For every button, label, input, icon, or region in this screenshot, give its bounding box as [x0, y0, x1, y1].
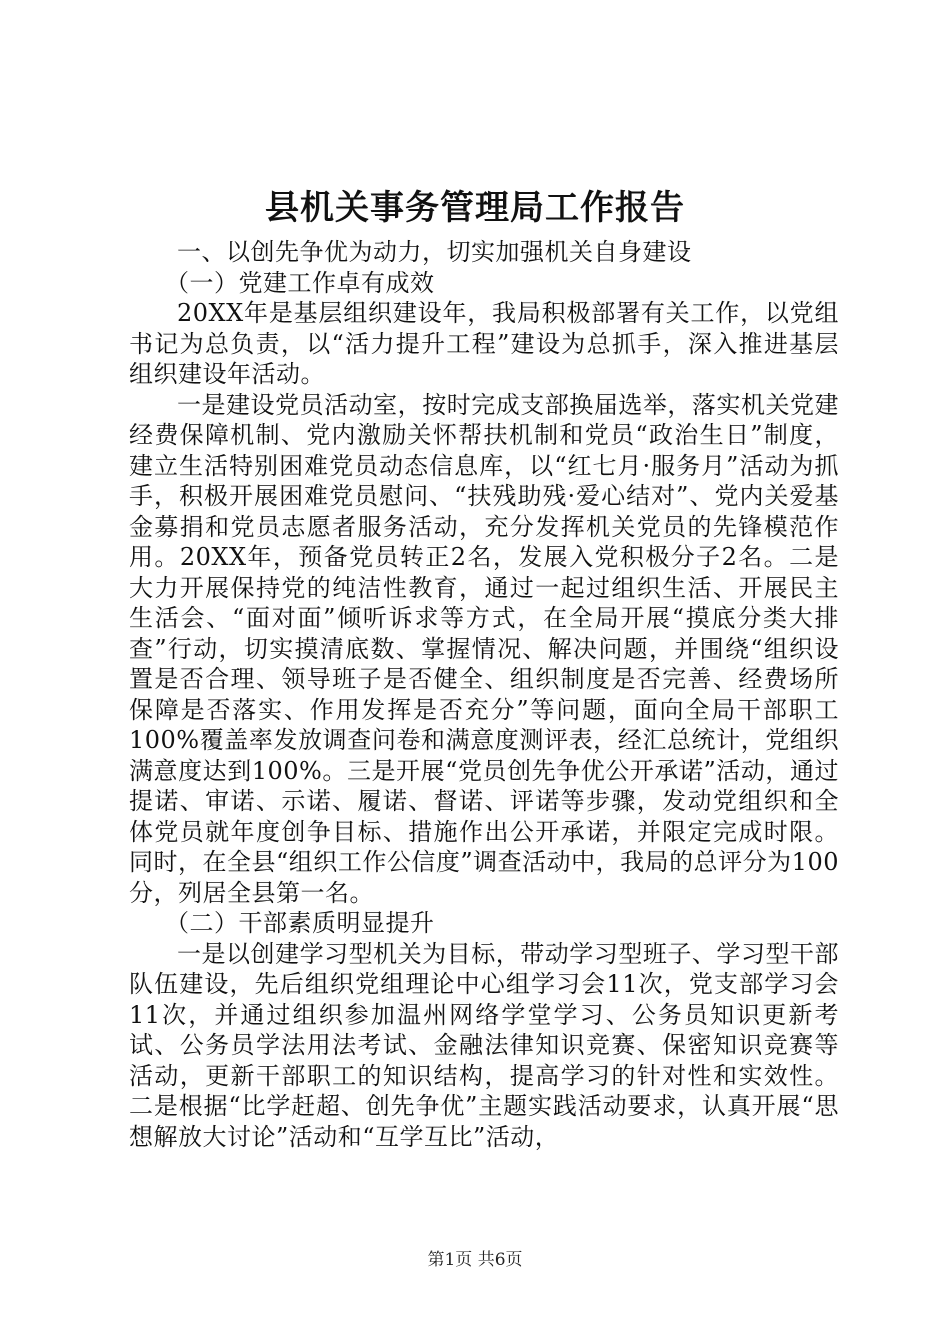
subsection-heading: （二）干部素质明显提升 [165, 909, 435, 937]
document-body [129, 237, 839, 1152]
page-footer: 第1页 共6页 [427, 1250, 523, 1270]
body-paragraph: 一是以创建学习型机关为目标，带动学习型班子、学习型干部队伍建设，先后组织党组理论中心组学习会11次，党支部学习会11次，并通过组织参加温州网络学堂学习、公务员知识更新考试、公务员学法用法考试、金融法律知识竞赛、保密知识竞赛等活动，更新干部职工的知识结构，提高学习的针对性和实效性。二是根据“比学赶超、创先争优”主题实践活动要求，认真开展“思想解放大讨论”活动和“互学互比”活动， [129, 939, 839, 1151]
subsection-heading: （一）党建工作卓有成效 [165, 268, 435, 297]
body-paragraph: 一是建设党员活动室，按时完成支部换届选举，落实机关党建经费保障机制、党内激励关怀帮扶机制和党员“政治生日”制度，建立生活特别困难党员动态信息库，以“红七月·服务月”活动为抓手，积极开展困难党员慰问、“扶残助残·爱心结对”、党内关爱基金募捐和党员志愿者服务活动，充分发挥机关党员的先锋模范作用。20XX年，预备党员转正2名，发展入党积极分子2名。二是大力开展保持党的纯洁性教育，通过一起过组织生活、开展民主生活会、“面对面”倾听诉求等方式，在全局开展“摸底分类大排查”行动，切实摸清底数、掌握情况、解决问题，并围绕“组织设置是否合理、领导班子是否健全、组织制度是否完善、经费场所保障是否落实、作用发挥是否充分”等问题，面向全局干部职工100%覆盖率发放调查问卷和满意度测评表，经汇总统计，党组织满意度达到100%。三是开展“党员创先争优公开承诺”活动，通过提诺、审诺、示诺、履诺、督诺、评诺等步骤，发动党组织和全体党员就年度创争目标、措施作出公开承诺，并限定完成时限。同时，在全县“组织工作公信度”调查活动中，我局的总评分为100分，列居全县第一名。 [129, 390, 839, 907]
body-paragraph: 20XX年是基层组织建设年，我局积极部署有关工作，以党组书记为总负责，以“活力提升工程”建设为总抓手，深入推进基层组织建设年活动。 [129, 299, 839, 388]
section-heading: 一、以创先争优为动力，切实加强机关自身建设 [177, 238, 692, 266]
document-title: 县机关事务管理局工作报告 [265, 188, 685, 228]
